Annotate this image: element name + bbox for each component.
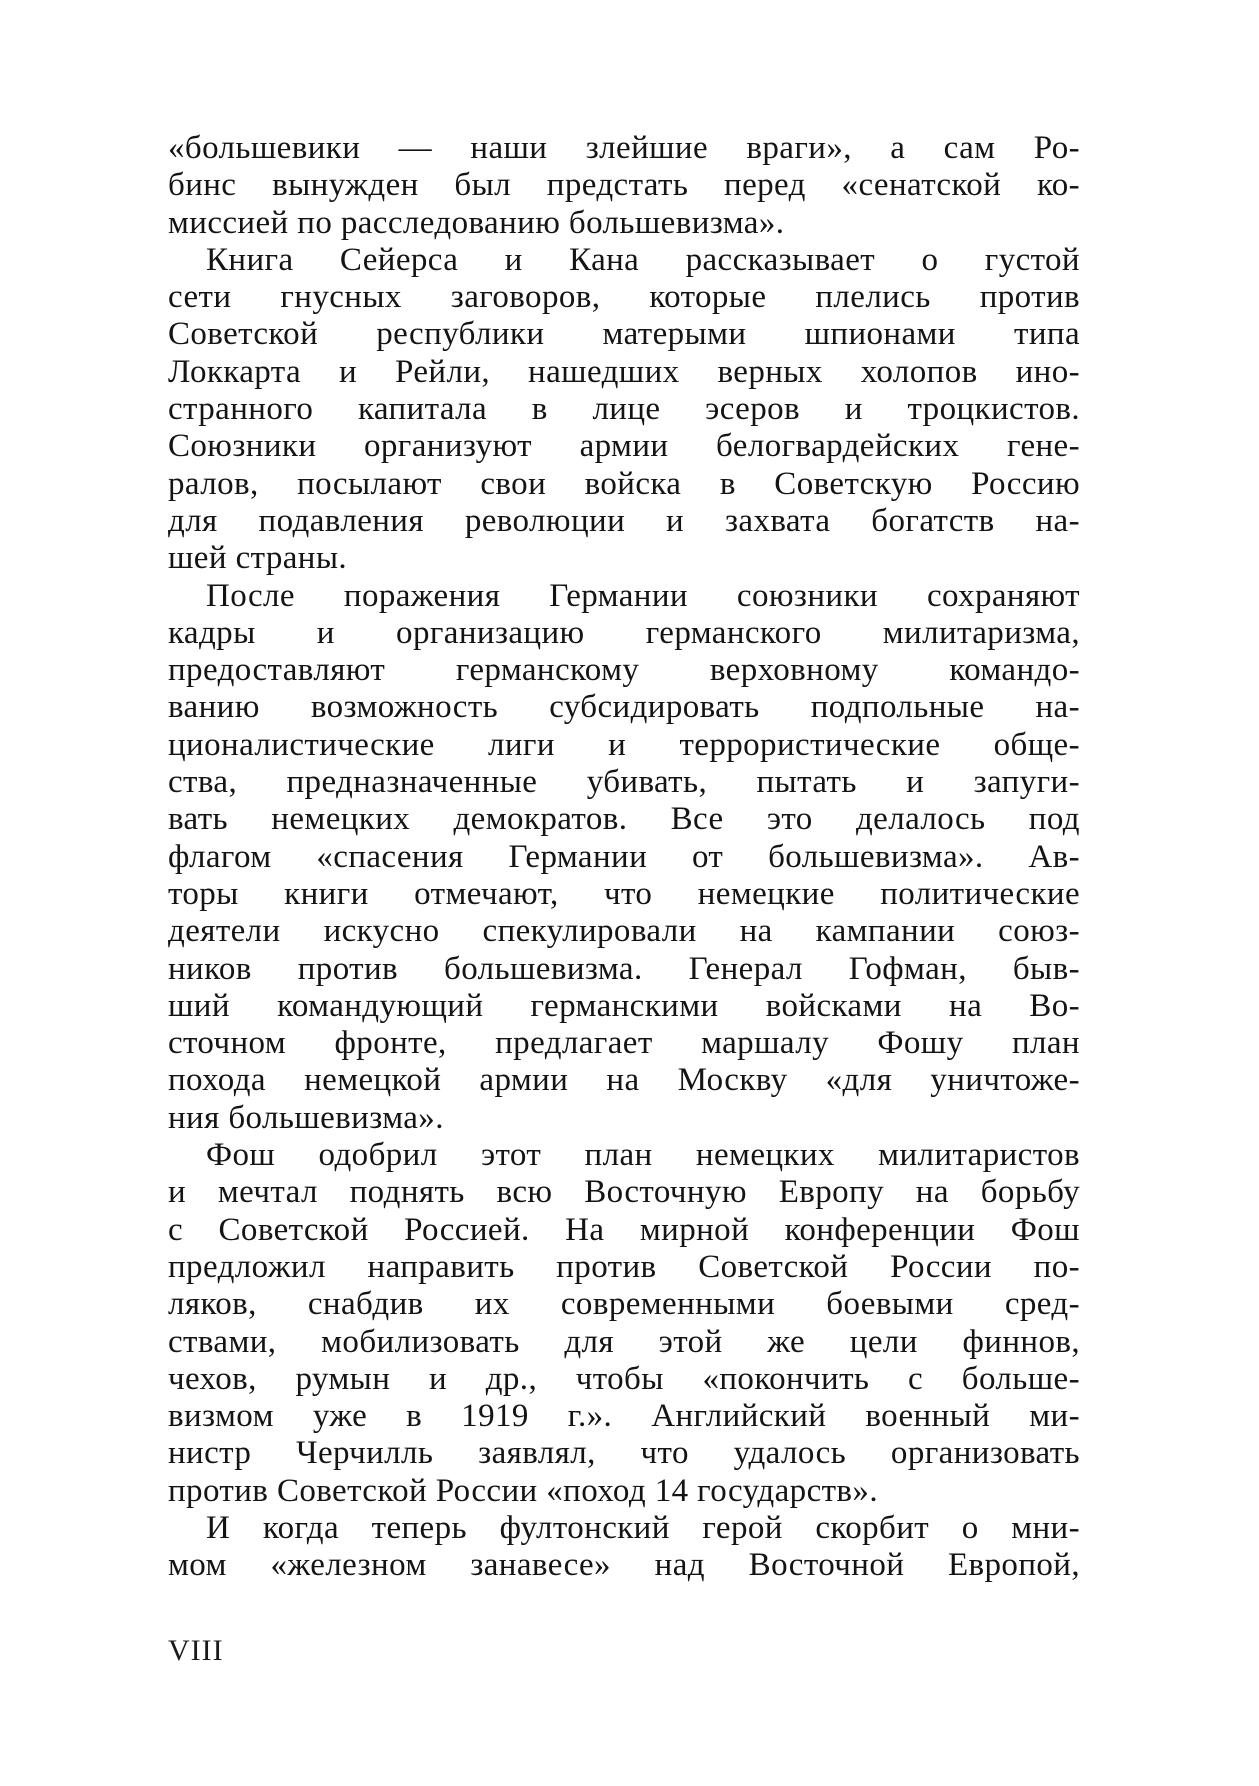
text-line: похода немецкой армии на Москву «для уничтоже- <box>168 1062 1080 1099</box>
paragraph-2 <box>168 578 1080 1137</box>
text-line: торы книги отмечают, что немецкие политические <box>168 875 1080 912</box>
text-line: Локкарта и Рейли, нашедших верных холопов ино- <box>168 353 1080 390</box>
text-line: предоставляют германскому верховному командо- <box>168 652 1080 689</box>
paragraph-3 <box>168 1137 1080 1510</box>
text-line: ства, предназначенные убивать, пытать и запуги- <box>168 764 1080 801</box>
text-line: мом «железном занавесе» над Восточной Европой, <box>168 1547 1080 1584</box>
text-line: и мечтал поднять всю Восточную Европу на борьбу <box>168 1174 1080 1211</box>
text-line: шей страны. <box>168 540 348 577</box>
text-line: деятели искусно спекулировали на кампании союз- <box>168 913 1080 950</box>
text-line: бинс вынужден был предстать перед «сенатской ко- <box>168 167 1080 204</box>
text-line: сточном фронте, предлагает маршалу Фошу план <box>168 1025 1080 1062</box>
text-line: чехов, румын и др., чтобы «покончить с больше- <box>168 1360 1080 1397</box>
text-line: ляков, снабдив их современными боевыми сред- <box>168 1286 1080 1323</box>
paragraph-0 <box>168 130 1080 242</box>
text-line: сети гнусных заговоров, которые плелись против <box>168 279 1080 316</box>
text-line: ший командующий германскими войсками на Во- <box>168 987 1080 1024</box>
text-line: И когда теперь фултонский герой скорбит о мни- <box>206 1509 1080 1546</box>
paragraph-1 <box>168 242 1080 578</box>
text-line: «большевики — наши злейшие враги», а сам Ро- <box>168 130 1080 166</box>
text-line: визмом уже в 1919 г.». Английский военный ми- <box>168 1398 1080 1435</box>
text-line: предложил направить против Советской России по- <box>168 1248 1080 1285</box>
text-line: ванию возможность субсидировать подпольные на- <box>168 689 1080 726</box>
text-line: Фош одобрил этот план немецких милитаристов <box>206 1137 1080 1174</box>
text-line: ствами, мобилизовать для этой же цели финнов, <box>168 1323 1080 1360</box>
text-line: для подавления революции и захвата богатств на- <box>168 502 1080 539</box>
text-line: Советской республики матерыми шпионами типа <box>168 316 1080 353</box>
body-text <box>168 130 1080 1585</box>
text-line: кадры и организацию германского милитаризма, <box>168 614 1080 651</box>
text-line: вать немецких демократов. Все это делалось под <box>168 801 1080 838</box>
text-line: против Советской России «поход 14 государств». <box>168 1472 878 1509</box>
paragraph-4 <box>168 1510 1080 1585</box>
text-line: с Советской Россией. На мирной конференции Фош <box>168 1211 1080 1248</box>
text-line: Союзники организуют армии белогвардейских гене- <box>168 428 1080 465</box>
text-line: ционалистические лиги и террористические обще- <box>168 726 1080 763</box>
text-line: ралов, посылают свои войска в Советскую Россию <box>168 465 1080 502</box>
page-number: VIII <box>168 1634 224 1667</box>
text-line: флагом «спасения Германии от большевизма». Ав- <box>168 838 1080 875</box>
text-line: Книга Сейерса и Кана рассказывает о густой <box>206 241 1080 278</box>
text-line: нистр Черчилль заявлял, что удалось организовать <box>168 1435 1080 1472</box>
text-line: После поражения Германии союзники сохраняют <box>206 577 1080 614</box>
text-line: странного капитала в лице эсеров и троцкистов. <box>168 391 1080 428</box>
text-line: ников против большевизма. Генерал Гофман, быв- <box>168 950 1080 987</box>
text-line: ния большевизма». <box>168 1099 444 1136</box>
text-line: миссией по расследованию большевизма». <box>168 204 785 241</box>
